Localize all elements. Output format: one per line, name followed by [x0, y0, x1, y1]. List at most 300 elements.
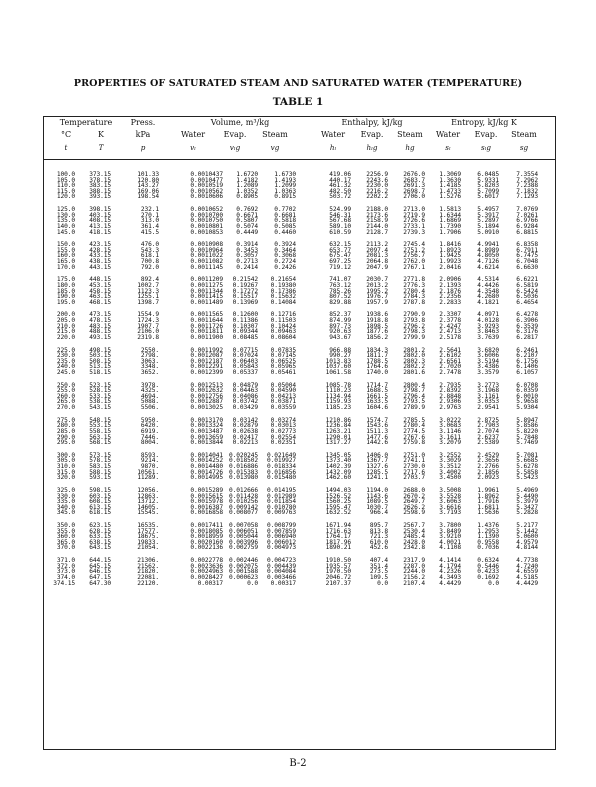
table-cell-vf: 0.0010562: [190, 187, 223, 195]
table-cell-hfg: 610.0: [369, 538, 388, 546]
table-cell-vg: 0.11503: [270, 317, 296, 324]
table-cell-T: 538.15: [89, 398, 111, 406]
table-cell-hg: 2107.4: [403, 579, 425, 587]
table-cell-hfg: 0.0: [377, 579, 388, 587]
table-cell-vf: 0.0011082: [190, 258, 223, 265]
table-cell-sg: 6.2817: [516, 333, 538, 341]
table-cell-hf: 897.73: [329, 322, 351, 330]
table-cell-T: 598.15: [89, 486, 111, 494]
table-cell-T: 593.15: [89, 474, 111, 482]
table-cell-sg: 6.0708: [516, 381, 538, 389]
table-cell-hg: 2683.7: [403, 176, 425, 184]
table-cell-hfg: 2173.6: [366, 211, 388, 219]
table-cell-vg: 1.2099: [274, 182, 296, 190]
table-cell-sf: 2.8392: [439, 387, 461, 395]
table-cell-T: 498.15: [89, 346, 111, 354]
table-cell-vfg: 0.015383: [228, 468, 258, 476]
table-cell-hfg: 813.8: [369, 527, 388, 535]
table-cell-hf: 1494.03: [325, 486, 351, 494]
table-cell-hf: 807.52: [329, 293, 351, 301]
table-cell-hfg: 1957.9: [366, 298, 388, 306]
table-cell-t: 245.0: [56, 368, 75, 376]
table-cell-p: 1554.9: [137, 311, 159, 319]
table-cell-t: 371.0: [56, 557, 75, 565]
table-cell-vf: 0.0011209: [190, 276, 223, 284]
table-cell-hf: 1185.23: [325, 404, 351, 411]
table-cell-vg: 0.2724: [274, 258, 296, 265]
table-cell-hfg: 1477.6: [366, 433, 388, 441]
table-cell-t: 350.0: [56, 522, 75, 529]
table-cell-sfg: 0.4233: [477, 568, 499, 576]
table-cell-hfg: 1661.5: [366, 392, 388, 400]
table-cell-sfg: 1.5636: [477, 509, 499, 517]
table-cell-p: 1398.7: [137, 298, 159, 306]
table-cell-t: 175.0: [56, 276, 75, 284]
table-cell-p: 7446.: [140, 433, 159, 441]
table-cell-p: 3348.: [140, 363, 159, 371]
table-cell-vfg: 0.000623: [228, 573, 258, 581]
table-cell-vf: 0.0012187: [190, 357, 223, 365]
table-cell-p: 1123.3: [137, 287, 159, 295]
table-cell-sf: 1.6344: [439, 211, 461, 219]
table-cell-hf: 1716.63: [325, 527, 351, 535]
table-cell-p: 2550.: [140, 346, 159, 354]
table-cell-vf: 0.0013324: [190, 422, 223, 430]
table-cell-hf: 1595.47: [325, 503, 351, 511]
table-cell-vg: 0.8915: [274, 193, 296, 201]
table-cell-vfg: 0.013980: [228, 474, 258, 482]
table-cell-hfg: 2256.9: [366, 171, 388, 178]
table-cell-vfg: 0.08485: [232, 333, 258, 341]
table-cell-sfg: 0.6324: [477, 557, 499, 565]
table-cell-vf: 0.0011644: [190, 317, 223, 324]
table-cell-vf: 0.0014726: [190, 468, 223, 476]
table-cell-p: 21306.: [137, 557, 159, 565]
table-cell-hg: 2796.4: [403, 392, 425, 400]
table-cell-sg: 6.4278: [516, 311, 538, 319]
table-cell-hfg: 1406.0: [366, 451, 388, 459]
table-cell-hfg: 1327.6: [366, 463, 388, 470]
table-cell-p: 415.5: [140, 228, 159, 236]
symbol-vg: vg: [270, 143, 280, 152]
table-cell-hg: 2802.3: [403, 357, 425, 365]
table-cell-sfg: 4.3548: [477, 287, 499, 295]
table-cell-hf: 741.07: [329, 276, 351, 284]
table-cell-t: 135.0: [56, 217, 75, 225]
table-cell-hfg: 2188.0: [366, 206, 388, 214]
table-cell-sf: 2.1393: [439, 281, 461, 289]
table-cell-hfg: 1898.5: [366, 322, 388, 330]
table-cell-sg: 6.6630: [516, 263, 538, 271]
table-cell-sf: 4.1794: [439, 562, 461, 570]
table-cell-vf: 0.0022136: [190, 544, 223, 552]
table-cell-t: 275.0: [56, 416, 75, 424]
table-cell-sg: 4.8144: [516, 544, 538, 552]
table-cell-vfg: 0.06403: [232, 357, 258, 365]
table-cell-vfg: 0.11386: [232, 317, 258, 324]
table-cell-hfg: 2243.6: [366, 176, 388, 184]
table-cell-sf: 3.3029: [439, 457, 461, 465]
table-cell-vg: 0.5818: [274, 217, 296, 225]
table-cell-vf: 0.0024963: [190, 568, 223, 576]
table-cell-vg: 0.008799: [266, 522, 296, 529]
table-cell-sfg: 2.9541: [477, 404, 499, 411]
table-cell-hfg: 407.4: [369, 557, 388, 565]
table-cell-sf: 1.8923: [439, 246, 461, 254]
table-cell-vg: 0.011854: [266, 498, 296, 506]
table-cell-sg: 6.8358: [516, 241, 538, 249]
table-cell-hfg: 1764.6: [366, 363, 388, 371]
table-cell-vg: 1.4193: [274, 176, 296, 184]
table-cell-hfg: 1543.6: [366, 422, 388, 430]
table-cell-hf: 546.31: [329, 211, 351, 219]
table-cell-vfg: 0.04879: [232, 381, 258, 389]
table-cell-t: 210.0: [56, 322, 75, 330]
table-cell-sg: 6.5424: [516, 287, 538, 295]
table-cell-hg: 2762.0: [403, 258, 425, 265]
table-cell-sf: 1.5276: [439, 193, 461, 201]
table-cell-p: 270.1: [140, 211, 159, 219]
table-cell-p: 22120.: [137, 579, 159, 587]
table-cell-hfg: 351.4: [369, 562, 388, 570]
table-cell-p: 2319.8: [137, 333, 159, 341]
table-cell-sg: 7.2962: [516, 176, 538, 184]
table-cell-sf: 3.4500: [439, 474, 461, 482]
table-cell-T: 508.15: [89, 357, 111, 365]
table-cell-hfg: 2047.9: [366, 263, 388, 271]
table-cell-vf: 0.0011900: [190, 333, 223, 341]
header-enth-water: Water: [320, 130, 346, 139]
table-cell-vfg: 0.5074: [236, 222, 258, 230]
table-cell-vfg: 0.018502: [228, 457, 258, 465]
table-cell-hf: 2046.72: [325, 573, 351, 581]
table-cell-sg: 6.8815: [516, 228, 538, 236]
table-cell-t: 180.0: [56, 281, 75, 289]
table-cell-hf: 1526.52: [325, 492, 351, 500]
table-cell-sfg: 3.6820: [477, 346, 499, 354]
table-cell-vg: 0.3068: [274, 252, 296, 260]
table-cell-sfg: 3.4386: [477, 363, 499, 371]
table-cell-sf: 2.9763: [439, 404, 461, 411]
table-cell-hg: 2796.2: [403, 322, 425, 330]
table-cell-vfg: 0.3453: [236, 246, 258, 254]
table-cell-vfg: 0.2414: [236, 263, 258, 271]
table-cell-hf: 610.59: [329, 228, 351, 236]
table-cell-hf: 503.72: [329, 193, 351, 201]
table-cell-sg: 5.2828: [516, 509, 538, 517]
table-cell-sfg: 2.2766: [477, 463, 499, 470]
table-cell-vfg: 0.05337: [232, 368, 258, 376]
table-cell-sf: 1.4733: [439, 187, 461, 195]
table-cell-p: 1255.1: [137, 293, 159, 301]
table-cell-hfg: 2128.7: [366, 228, 388, 236]
table-cell-vfg: 1.0352: [236, 187, 258, 195]
table-cell-vf: 0.0010606: [190, 193, 223, 201]
table-cell-t: 270.0: [56, 404, 75, 411]
table-cell-vf: 0.0013659: [190, 433, 223, 441]
table-cell-sf: 2.6102: [439, 352, 461, 360]
table-cell-vf: 0.0010652: [190, 206, 223, 214]
table-cell-sfg: 3.8463: [477, 328, 499, 336]
table-cell-vf: 0.0011275: [190, 281, 223, 289]
table-cell-sf: 1.6869: [439, 217, 461, 225]
header-entropy: Entropy, kJ/kg K: [451, 118, 517, 127]
table-cell-hf: 1345.05: [325, 451, 351, 459]
table-cell-t: 372.0: [56, 562, 75, 570]
table-cell-vfg: 0.003996: [228, 538, 258, 546]
table-cell-p: 13712.: [137, 498, 159, 506]
table-cell-T: 647.15: [89, 573, 111, 581]
table-cell-vg: 0.10424: [270, 322, 296, 330]
table-cell-hf: 829.88: [329, 298, 351, 306]
table-cell-sf: 3.5528: [439, 492, 461, 500]
table-cell-sg: 6.0359: [516, 387, 538, 395]
table-cell-hfg: 109.5: [369, 573, 388, 581]
table-cell-t: 150.0: [56, 241, 75, 249]
table-cell-hfg: 966.4: [369, 509, 388, 517]
table-cell-vfg: 0.15517: [232, 293, 258, 301]
table-cell-T: 423.15: [89, 241, 111, 249]
symbol-hfg: hₗg: [366, 143, 378, 152]
table-cell-t: 315.0: [56, 468, 75, 476]
table-cell-sg: 5.8586: [516, 422, 538, 430]
table-cell-vf: 0.0016858: [190, 509, 223, 517]
table-cell-sf: 2.9306: [439, 398, 461, 406]
table-cell-hf: 1935.57: [325, 562, 351, 570]
table-cell-sfg: 4.7126: [477, 258, 499, 265]
table-cell-sfg: 1.8962: [477, 492, 499, 500]
table-cell-hf: 1134.94: [325, 392, 351, 400]
table-cell-vf: 0.0010437: [190, 171, 223, 178]
table-cell-hf: 482.50: [329, 187, 351, 195]
table-cell-T: 458.15: [89, 287, 111, 295]
table-cell-vg: 1.0363: [274, 187, 296, 195]
table-cell-vg: 0.02773: [270, 427, 296, 435]
table-cell-p: 12056.: [137, 486, 159, 494]
table-cell-sf: 4.0021: [439, 538, 461, 546]
table-cell-sg: 4.5185: [516, 573, 538, 581]
table-cell-hf: 852.37: [329, 311, 351, 319]
table-cell-sf: 3.7193: [439, 509, 461, 517]
table-cell-sg: 6.7911: [516, 246, 538, 254]
table-cell-t: 373.0: [56, 568, 75, 576]
table-cell-p: 5088.: [140, 398, 159, 406]
table-cell-hfg: 1834.3: [366, 346, 388, 354]
table-cell-p: 9214.: [140, 457, 159, 465]
table-cell-hfg: 2030.7: [366, 276, 388, 284]
table-cell-t: 240.0: [56, 363, 75, 371]
table-cell-hf: 2107.37: [325, 579, 351, 587]
table-cell-sfg: 2.5389: [477, 439, 499, 447]
table-cell-vfg: 0.09344: [232, 328, 258, 336]
table-cell-vfg: 0.13969: [232, 298, 258, 306]
table-cell-hf: 1890.21: [325, 544, 351, 552]
table-cell-hfg: 2113.2: [366, 241, 388, 249]
table-cell-hg: 2485.4: [403, 533, 425, 541]
table-cell-t: 140.0: [56, 222, 75, 230]
table-cell-vg: 0.016856: [266, 468, 296, 476]
table-cell-hf: 1632.52: [325, 509, 351, 517]
table-cell-sg: 5.7081: [516, 451, 538, 459]
table-cell-p: 17577.: [137, 527, 159, 535]
table-cell-T: 568.15: [89, 439, 111, 447]
table-cell-hf: 1061.58: [325, 368, 351, 376]
table-cell-vf: 0.0013170: [190, 416, 223, 424]
table-cell-hg: 2759.8: [403, 439, 425, 447]
table-cell-T: 523.15: [89, 381, 111, 389]
table-cell-hg: 2698.7: [403, 187, 425, 195]
table-cell-vf: 0.0012399: [190, 368, 223, 376]
table-cell-hf: 653.77: [329, 246, 351, 254]
table-cell-vg: 1.6730: [274, 171, 296, 178]
table-cell-t: 374.0: [56, 573, 75, 581]
table-cell-sf: 1.7906: [439, 228, 461, 236]
table-cell-sfg: 1.9961: [477, 486, 499, 494]
table-cell-sg: 6.0010: [516, 392, 538, 400]
table-cell-sf: 3.0222: [439, 416, 461, 424]
table-cell-vg: 0.05004: [270, 381, 296, 389]
table-cell-sfg: 2.1856: [477, 468, 499, 476]
table-cell-t: 340.0: [56, 503, 75, 511]
table-cell-vf: 0.0014041: [190, 451, 223, 459]
table-cell-t: 260.0: [56, 392, 75, 400]
table-cell-p: 10561.: [137, 468, 159, 476]
table-cell-T: 478.15: [89, 317, 111, 324]
table-cell-sf: 3.6616: [439, 503, 461, 511]
table-cell-sfg: 2.7074: [477, 427, 499, 435]
table-cell-sg: 6.2461: [516, 346, 538, 354]
table-cell-sfg: 5.9331: [477, 176, 499, 184]
table-cell-hfg: 2216.2: [366, 187, 388, 195]
table-cell-sf: 1.5813: [439, 206, 461, 214]
table-cell-hf: 440.17: [329, 176, 351, 184]
table-cell-sfg: 0.9558: [477, 538, 499, 546]
table-cell-p: 12863.: [137, 492, 159, 500]
table-cell-sfg: 5.2897: [477, 217, 499, 225]
table-cell-hg: 2767.1: [403, 263, 425, 271]
table-cell-hf: 1013.83: [325, 357, 351, 365]
table-cell-vfg: 0.016886: [228, 463, 258, 470]
table-cell-hf: 1764.17: [325, 533, 351, 541]
table-cell-sfg: 3.1968: [477, 387, 499, 395]
table-cell-hf: 1817.96: [325, 538, 351, 546]
table-cell-sg: 5.6685: [516, 457, 538, 465]
table-cell-hfg: 1089.5: [366, 498, 388, 506]
table-cell-t: 160.0: [56, 252, 75, 260]
table-cell-t: 335.0: [56, 498, 75, 506]
table-cell-hg: 2789.9: [403, 404, 425, 411]
table-cell-sfg: 2.0923: [477, 474, 499, 482]
table-cell-t: 235.0: [56, 357, 75, 365]
table-cell-vf: 0.0011565: [190, 311, 223, 319]
table-cell-T: 573.15: [89, 451, 111, 459]
table-cell-sf: 2.3307: [439, 311, 461, 319]
table-cell-hg: 2800.4: [403, 381, 425, 389]
table-cell-vg: 0.3464: [274, 246, 296, 254]
table-cell-sg: 6.7048: [516, 258, 538, 265]
table-cell-hg: 2733.1: [403, 222, 425, 230]
table-cell-vg: 0.4460: [274, 228, 296, 236]
table-cell-vfg: 0.007058: [228, 522, 258, 529]
table-cell-hfg: 2081.3: [366, 252, 388, 260]
table-cell-sfg: 3.5194: [477, 357, 499, 365]
table-cell-p: 198.54: [137, 193, 159, 201]
header-enth-steam: Steam: [397, 130, 423, 139]
table-cell-sfg: 5.1894: [477, 222, 499, 230]
table-cell-hg: 2771.8: [403, 276, 425, 284]
table-cell-t: 300.0: [56, 451, 75, 459]
table-cell-sg: 6.1756: [516, 357, 538, 365]
table-cell-sfg: 5.4957: [477, 206, 499, 214]
table-cell-hf: 1671.94: [325, 522, 351, 529]
table-cell-sf: 2.7935: [439, 381, 461, 389]
table-cell-hg: 2649.7: [403, 498, 425, 506]
table-cell-sfg: 2.6237: [477, 433, 499, 441]
table-cell-hf: 763.12: [329, 281, 351, 289]
table-cell-sg: 4.7738: [516, 557, 538, 565]
table-cell-vfg: 0.020245: [228, 451, 258, 459]
table-cell-hf: 1560.25: [325, 498, 351, 506]
table-cell-p: 120.80: [137, 176, 159, 184]
table-cell-p: 169.06: [137, 187, 159, 195]
table-cell-hf: 1085.78: [325, 381, 351, 389]
table-cell-T: 628.15: [89, 527, 111, 535]
table-cell-hg: 2802.0: [403, 352, 425, 360]
table-cell-p: 792.0: [140, 263, 159, 271]
table-cell-sfg: 3.7639: [477, 333, 499, 341]
table-cell-hfg: 1714.7: [366, 381, 388, 389]
table-cell-sg: 7.0261: [516, 211, 538, 219]
table-cell-sfg: 1.1390: [477, 533, 499, 541]
table-cell-sfg: 1.6811: [477, 503, 499, 511]
table-cell-sg: 5.5858: [516, 468, 538, 476]
table-cell-hfg: 2230.0: [366, 182, 388, 190]
table-cell-t: 330.0: [56, 492, 75, 500]
table-cell-hf: 567.68: [329, 217, 351, 225]
table-cell-hf: 1210.86: [325, 416, 351, 424]
table-cell-sf: 3.2079: [439, 439, 461, 447]
table-cell-vfg: 0.02417: [232, 433, 258, 441]
table-cell-hg: 2719.9: [403, 211, 425, 219]
table-cell-sf: 1.7390: [439, 222, 461, 230]
header-kpa: kPa: [135, 130, 151, 139]
table-cell-vg: 0.17386: [270, 287, 296, 295]
table-cell-T: 468.15: [89, 298, 111, 306]
table-cell-vg: 0.7702: [274, 206, 296, 214]
table-cell-sg: 6.1057: [516, 368, 538, 376]
table-cell-sf: 2.6561: [439, 357, 461, 365]
table-cell-hfg: 1740.0: [366, 368, 388, 376]
table-cell-vg: 0.02554: [270, 433, 296, 441]
table-cell-hf: 461.32: [329, 182, 351, 190]
table-cell-hg: 2713.0: [403, 206, 425, 214]
table-cell-p: 21820.: [137, 568, 159, 576]
table-cell-hf: 1236.84: [325, 422, 351, 430]
table-cell-vg: 0.3924: [274, 241, 296, 249]
table-cell-t: 225.0: [56, 346, 75, 354]
table-cell-vf: 0.0023636: [190, 562, 223, 570]
table-cell-vfg: 0.4449: [236, 228, 258, 236]
table-cell-sg: 5.2177: [516, 522, 538, 529]
table-cell-T: 393.15: [89, 193, 111, 201]
table-cell-t: 265.0: [56, 398, 75, 406]
table-cell-t: 220.0: [56, 333, 75, 341]
table-cell-T: 643.15: [89, 544, 111, 552]
table-cell-t: 230.0: [56, 352, 75, 360]
table-cell-sfg: 5.3917: [477, 211, 499, 219]
table-cell-sg: 6.9284: [516, 222, 538, 230]
table-cell-vg: 0.04590: [270, 387, 296, 395]
